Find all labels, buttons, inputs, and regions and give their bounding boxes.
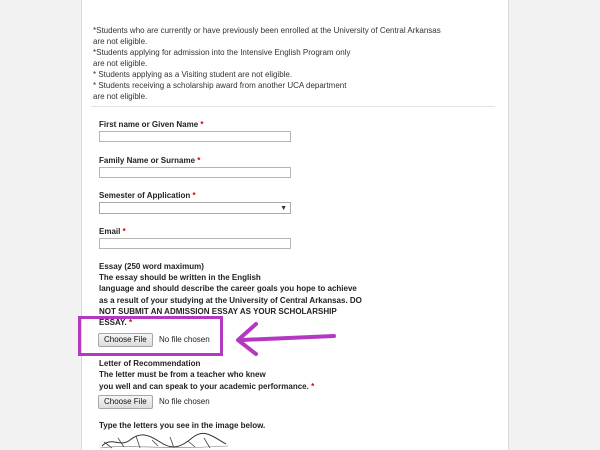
- form-page: [81, 0, 509, 450]
- left-arrow-icon: [230, 318, 340, 358]
- eligibility-note-line: *Students who are currently or have previously been enrolled at the University of Central Arkansas: [93, 26, 441, 35]
- first-name-label: [99, 119, 204, 130]
- essay-choose-file-button[interactable]: Choose File: [98, 333, 153, 347]
- semester-label-text: Semester of Application: [99, 191, 191, 200]
- captcha-label: Type the letters you see in the image below.: [99, 421, 266, 430]
- essay-line: The essay should be written in the English: [99, 273, 261, 283]
- recommendation-line-last: [99, 381, 419, 392]
- required-marker: *: [192, 191, 196, 200]
- essay-line: NOT SUBMIT AN ADMISSION ESSAY AS YOUR SCHOLARSHIP: [99, 306, 337, 316]
- recommendation-instructions: [99, 358, 419, 392]
- eligibility-note-line: are not eligible.: [93, 59, 148, 68]
- required-marker: *: [128, 318, 133, 328]
- essay-line: ESSAY.: [99, 318, 127, 328]
- recommendation-file-status: No file chosen: [159, 397, 210, 406]
- required-marker: *: [311, 381, 315, 391]
- eligibility-note-line: are not eligible.: [93, 37, 148, 46]
- essay-line: language and should describe the career goals you hope to achieve: [99, 284, 357, 294]
- captcha-image: [100, 432, 230, 450]
- essay-line: Essay (250 word maximum): [99, 262, 204, 271]
- first-name-input[interactable]: [99, 131, 291, 142]
- family-name-input[interactable]: [99, 167, 291, 178]
- semester-label: [99, 190, 196, 201]
- highlight-box: [78, 316, 223, 356]
- eligibility-note-line: *Students applying for admission into the Intensive English Program only: [93, 48, 351, 57]
- recommendation-line: you well and can speak to your academic performance.: [99, 381, 309, 391]
- required-marker: *: [122, 227, 126, 236]
- email-label-text: Email: [99, 227, 121, 236]
- recommendation-choose-file-button[interactable]: Choose File: [98, 395, 153, 409]
- eligibility-note-line: are not eligible.: [93, 92, 148, 101]
- first-name-label-text: First name or Given Name: [99, 120, 199, 129]
- eligibility-note-line: * Students applying as a Visiting student are not eligible.: [93, 70, 293, 79]
- email-input[interactable]: [99, 238, 291, 249]
- dropdown-caret-icon: ▼: [280, 205, 287, 212]
- eligibility-notes: [93, 25, 493, 102]
- essay-line: as a result of your studying at the University of Central Arkansas. DO: [99, 295, 362, 305]
- eligibility-note-line: * Students receiving a scholarship award from another UCA department: [93, 81, 347, 90]
- required-marker: *: [197, 156, 201, 165]
- essay-file-status: No file chosen: [159, 335, 210, 344]
- family-name-label: [99, 155, 200, 166]
- recommendation-line: The letter must be from a teacher who knew: [99, 370, 266, 380]
- section-divider: [91, 106, 495, 107]
- semester-select[interactable]: [99, 202, 291, 214]
- family-name-label-text: Family Name or Surname: [99, 156, 196, 165]
- recommendation-line: Letter of Recommendation: [99, 359, 201, 368]
- required-marker: *: [200, 120, 204, 129]
- email-label: [99, 226, 126, 237]
